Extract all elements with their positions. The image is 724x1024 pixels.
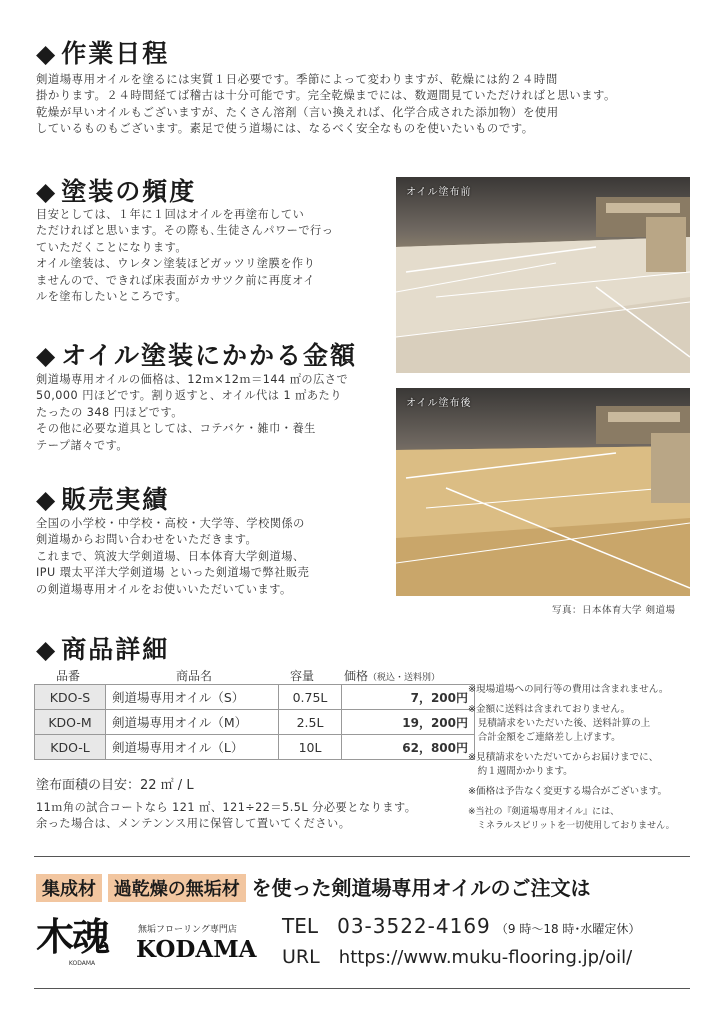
diamond-icon: ◆	[36, 39, 58, 68]
product-price: 19，200円	[342, 710, 475, 735]
product-volume: 2.5L	[279, 710, 342, 735]
schedule-text: 剣道場専用オイルを塗るには実質１日必要です。季節によって変わりますが、乾燥には約２４時間 掛かります。２４時間経てば稽古は十分可能です。完全乾燥までには、数週間見ていただければと思います。 乾燥が早いオイルもございますが、たくさん溶剤（言い換えれば、化学合成された添加物）を使用 しているものもございます。素足で使う道場には、なるべく安全なものを使いたいものです。	[36, 72, 616, 136]
url-line: URL https://www.muku-flooring.jp/oil/	[282, 946, 633, 968]
divider	[34, 988, 690, 989]
heading-cost: ◆ オイル塗装にかかる金額	[36, 341, 357, 370]
table-row	[35, 710, 475, 735]
product-code: KDO-L	[35, 735, 106, 760]
diamond-icon: ◆	[36, 341, 58, 370]
product-name: 剣道場専用オイル（M）	[106, 710, 279, 735]
sales-text: 全国の小学校・中学校・高校・大学等、学校関係の 剣道場からお問い合わせをいただきます。 これまで、筑波大学剣道場、日本体育大学剣道場、 IPU 環太平洋大学剣道場 といった剣道場で弊社販売 の剣道場専用オイルをお使いいただいています。	[36, 517, 310, 596]
heading-schedule: ◆ 作業日程	[36, 39, 170, 68]
order-banner: 集成材 過乾燥の無垢材 を使った剣道場専用オイルのご注文は	[36, 872, 590, 902]
diamond-icon: ◆	[36, 177, 58, 206]
header-code: 品番	[56, 669, 81, 683]
coverage-text: 11ｍ角の試合コートなら 121 ㎡、121÷22＝5.5L 分必要となります。 余った場合は、メンテンンス用に保管して置いてください。	[36, 801, 417, 831]
tel-number[interactable]: 03-3522-4169	[337, 914, 491, 938]
header-price: 価格（税込・送料別）	[344, 669, 441, 683]
tag-laminated: 集成材	[36, 874, 102, 902]
photo-after	[396, 388, 690, 596]
tel-line: TEL 03-3522-4169 （9 時～18 時･水曜定休）	[282, 914, 641, 938]
photo-before	[396, 177, 690, 373]
dojo-floor-graphic	[396, 177, 690, 373]
divider	[34, 856, 690, 857]
heading-details: ◆ 商品詳細	[36, 635, 170, 664]
product-price: 7，200円	[342, 685, 475, 710]
cost-text: 剣道場専用オイルの価格は、12ｍ×12ｍ＝144 ㎡の広さで 50,000 円ほどです。割り返すと、オイル代は 1 ㎡あたり たったの 348 円ほどです。 その他に必要な道具としては、コテバケ・雑巾・養生 テープ諸々です。	[36, 373, 349, 452]
product-name: 剣道場専用オイル（S）	[106, 685, 279, 710]
table-row	[35, 735, 475, 760]
photo-before-label: オイル塗布前	[406, 187, 472, 198]
product-price: 62，800円	[342, 735, 475, 760]
company-tagline: 無垢フローリング専門店	[138, 925, 237, 935]
product-table	[34, 684, 475, 760]
product-name: 剣道場専用オイル（L）	[106, 735, 279, 760]
product-code: KDO-S	[35, 685, 106, 710]
coverage-title: 塗布面積の目安：22 ㎡ / L	[36, 778, 194, 793]
product-volume: 0.75L	[279, 685, 342, 710]
dojo-floor-graphic	[396, 388, 690, 596]
table-row	[35, 685, 475, 710]
website-link[interactable]: https://www.muku-flooring.jp/oil/	[338, 947, 633, 968]
photo-after-label: オイル塗布後	[406, 398, 472, 409]
header-volume: 容量	[290, 669, 315, 683]
diamond-icon: ◆	[36, 485, 58, 514]
tag-solid-wood: 過乾燥の無垢材	[108, 874, 246, 902]
frequency-text: 目安としては、１年に１回はオイルを再塗布してい ただければと思います。その際も､生徒さんパワーで行っ ていただくことになります。 オイル塗装は、ウレタン塗装ほどガッツリ塗膜を作り ませんので、できれば床表面がカサツク前に再度オイ ルを塗布したいところです。	[36, 208, 334, 304]
photo-caption: 写真：日本体育大学 剣道場	[552, 605, 676, 616]
product-volume: 10L	[279, 735, 342, 760]
company-logo: 木魂 KODAMA	[36, 914, 109, 967]
note-list: ※現場道場への同行等の費用は含まれません。 ※金額に送料は含まれておりません。 見積請求をいただいた後、送料計算の上 合計金額をご連絡差し上げます。 ※見積請求をいただいてからお届けまでに、 約１週間かかります。 ※価格は予告なく変更する場合がございます。 ※当社の『剣道場専用オイル』には、 ミネラルスピリットを一切使用しておりません。	[468, 684, 675, 831]
header-name: 商品名	[176, 669, 213, 683]
diamond-icon: ◆	[36, 635, 58, 664]
heading-frequency: ◆ 塗装の頻度	[36, 177, 197, 206]
heading-sales: ◆ 販売実績	[36, 485, 170, 514]
company-name: KODAMA	[136, 936, 257, 963]
product-code: KDO-M	[35, 710, 106, 735]
